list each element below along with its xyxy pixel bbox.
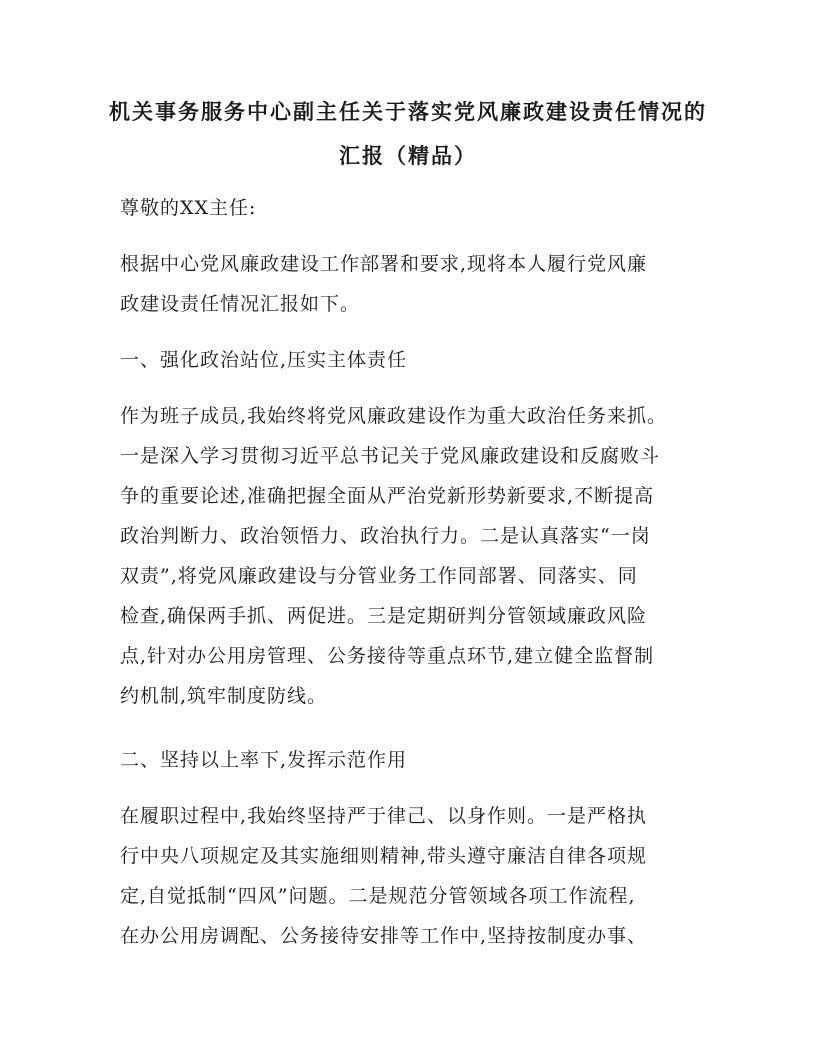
section-2-line: 行中央八项规定及其实施细则精神,带头遵守廉洁自律各项规: [120, 845, 648, 867]
section-1-line: 约机制,筑牢制度防线。: [120, 685, 328, 707]
section-1-line: 争的重要论述,准确把握全面从严治党新形势新要求,不断提高: [120, 485, 655, 507]
intro-line: 政建设责任情况汇报如下。: [120, 293, 361, 315]
document-title-line-2: 汇报（精品）: [339, 143, 477, 168]
section-1-heading: 一、强化政治站位,压实主体责任: [120, 349, 408, 371]
section-1-line: 点,针对办公用房管理、公务接待等重点环节,建立健全监督制: [120, 645, 655, 667]
section-1-line: 检查,确保两手抓、两促进。三是定期研判分管领域廉政风险: [120, 605, 648, 627]
document-title-line-1: 机关事务服务中心副主任关于落实党风廉政建设责任情况的: [109, 99, 707, 124]
section-1-line: 作为班子成员,我始终将党风廉政建设作为重大政治任务来抓。: [120, 405, 668, 427]
section-2-line: 在履职过程中,我始终坚持严于律己、以身作则。一是严格执: [120, 805, 648, 827]
greeting: 尊敬的XX主任:: [120, 197, 257, 219]
section-1-line: 政治判断力、政治领悟力、政治执行力。二是认真落实“一岗: [120, 525, 651, 547]
section-1-line: 双责”,将党风廉政建设与分管业务工作同部署、同落实、同: [120, 565, 638, 587]
section-2-line: 在办公用房调配、公务接待安排等工作中,坚持按制度办事、: [120, 925, 648, 947]
section-1-line: 一是深入学习贯彻习近平总书记关于党风廉政建设和反腐败斗: [120, 445, 661, 467]
section-2-line: 定,自觉抵制“四风”问题。二是规范分管领域各项工作流程,: [120, 885, 636, 907]
intro-line: 根据中心党风廉政建设工作部署和要求,现将本人履行党风廉: [120, 253, 648, 275]
section-2-heading: 二、坚持以上率下,发挥示范作用: [120, 749, 408, 771]
